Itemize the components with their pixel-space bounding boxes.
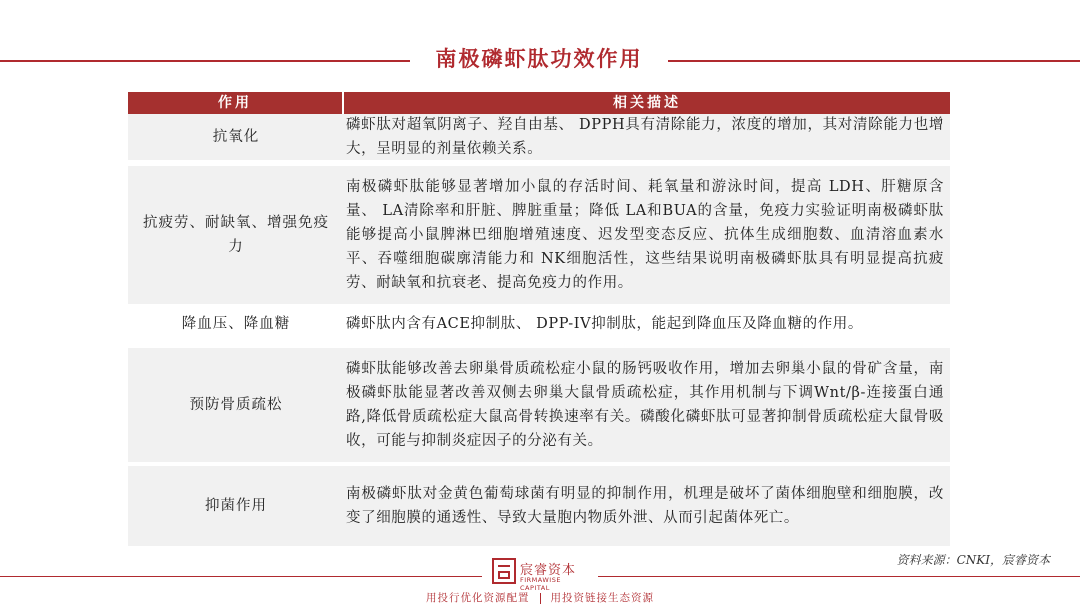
company-logo bbox=[492, 558, 588, 592]
slogan-left: 用投行优化资源配置 bbox=[426, 592, 530, 604]
row-category: 降血压、降血糖 bbox=[181, 316, 291, 332]
title-rule-left bbox=[0, 60, 410, 62]
table-row bbox=[128, 348, 950, 462]
row-category: 预防骨质疏松 bbox=[189, 397, 283, 413]
table-row bbox=[128, 466, 950, 546]
row-description: 磷虾肽能够改善去卵巢骨质疏松症小鼠的肠钙吸收作用，增加去卵巢小鼠的骨矿含量，南极磷虾肽能显著改善双侧去卵巢大鼠骨质疏松症，其作用机制与下调Wnt/β-连接蛋白通路,降低骨质疏松症大鼠高骨转换速率有关。磷酸化磷虾肽可显著抑制骨质疏松症大鼠骨吸收，可能与抑制炎症因子的分泌有关。 bbox=[346, 361, 944, 449]
row-description: 磷虾肽内含有ACE抑制肽、 DPP-IV抑制肽，能起到降血压及降血糖的作用。 bbox=[346, 316, 864, 332]
row-category: 抗氧化 bbox=[212, 129, 260, 145]
logo-mark-icon bbox=[492, 558, 516, 584]
page-title: 南极磷虾肽功效作用 bbox=[435, 46, 643, 71]
row-description: 磷虾肽对超氧阴离子、羟自由基、 DPPH具有清除能力，浓度的增加，其对清除能力也增大，呈明显的剂量依赖关系。 bbox=[346, 117, 944, 157]
row-description: 南极磷虾肽对金黄色葡萄球菌有明显的抑制作用，机理是破坏了菌体细胞壁和细胞膜，改变了细胞膜的通透性、导致大量胞内物质外泄、从而引起菌体死亡。 bbox=[346, 486, 944, 526]
row-description: 南极磷虾肽能够显著增加小鼠的存活时间、耗氧量和游泳时间，提高 LDH、肝糖原含量、 LA清除率和肝脏、脾脏重量；降低 LA和BUA的含量，免疫力实验证明南极磷虾肽能够提高小鼠脾淋巴细胞增殖速度、迟发型变态反应、抗体生成细胞数、血清溶血素水平、吞噬细胞碳廓清能力和 NK细胞活性，这些结果说明南极磷虾肽具有明显提高抗疲劳、耐缺氧和抗衰老、提高免疫力的作用。 bbox=[346, 179, 944, 291]
table-row bbox=[128, 166, 950, 304]
title-rule-right bbox=[668, 60, 1080, 62]
slogan-divider bbox=[540, 593, 541, 604]
efficacy-table bbox=[128, 92, 950, 546]
row-category: 抑菌作用 bbox=[205, 498, 267, 514]
logo-name-cn: 宸睿资本 bbox=[520, 563, 577, 578]
table-row bbox=[128, 114, 950, 160]
header-description: 相关描述 bbox=[613, 95, 681, 111]
title-bar bbox=[0, 44, 1080, 74]
row-category: 抗疲劳、耐缺氧、增强免疫力 bbox=[143, 215, 329, 255]
table-header bbox=[128, 92, 950, 114]
table-row bbox=[128, 304, 950, 344]
source-note: 资料来源：CNKI，宸睿资本 bbox=[896, 553, 1050, 567]
slogan-right: 用投资链接生态资源 bbox=[550, 592, 654, 604]
footer-slogan bbox=[0, 590, 1080, 605]
footer-rule-right bbox=[598, 576, 1080, 577]
header-effect: 作用 bbox=[128, 92, 344, 114]
footer-rule-left bbox=[0, 576, 482, 577]
logo-name-en: FIRMAWISE CAPITAL bbox=[520, 576, 561, 592]
